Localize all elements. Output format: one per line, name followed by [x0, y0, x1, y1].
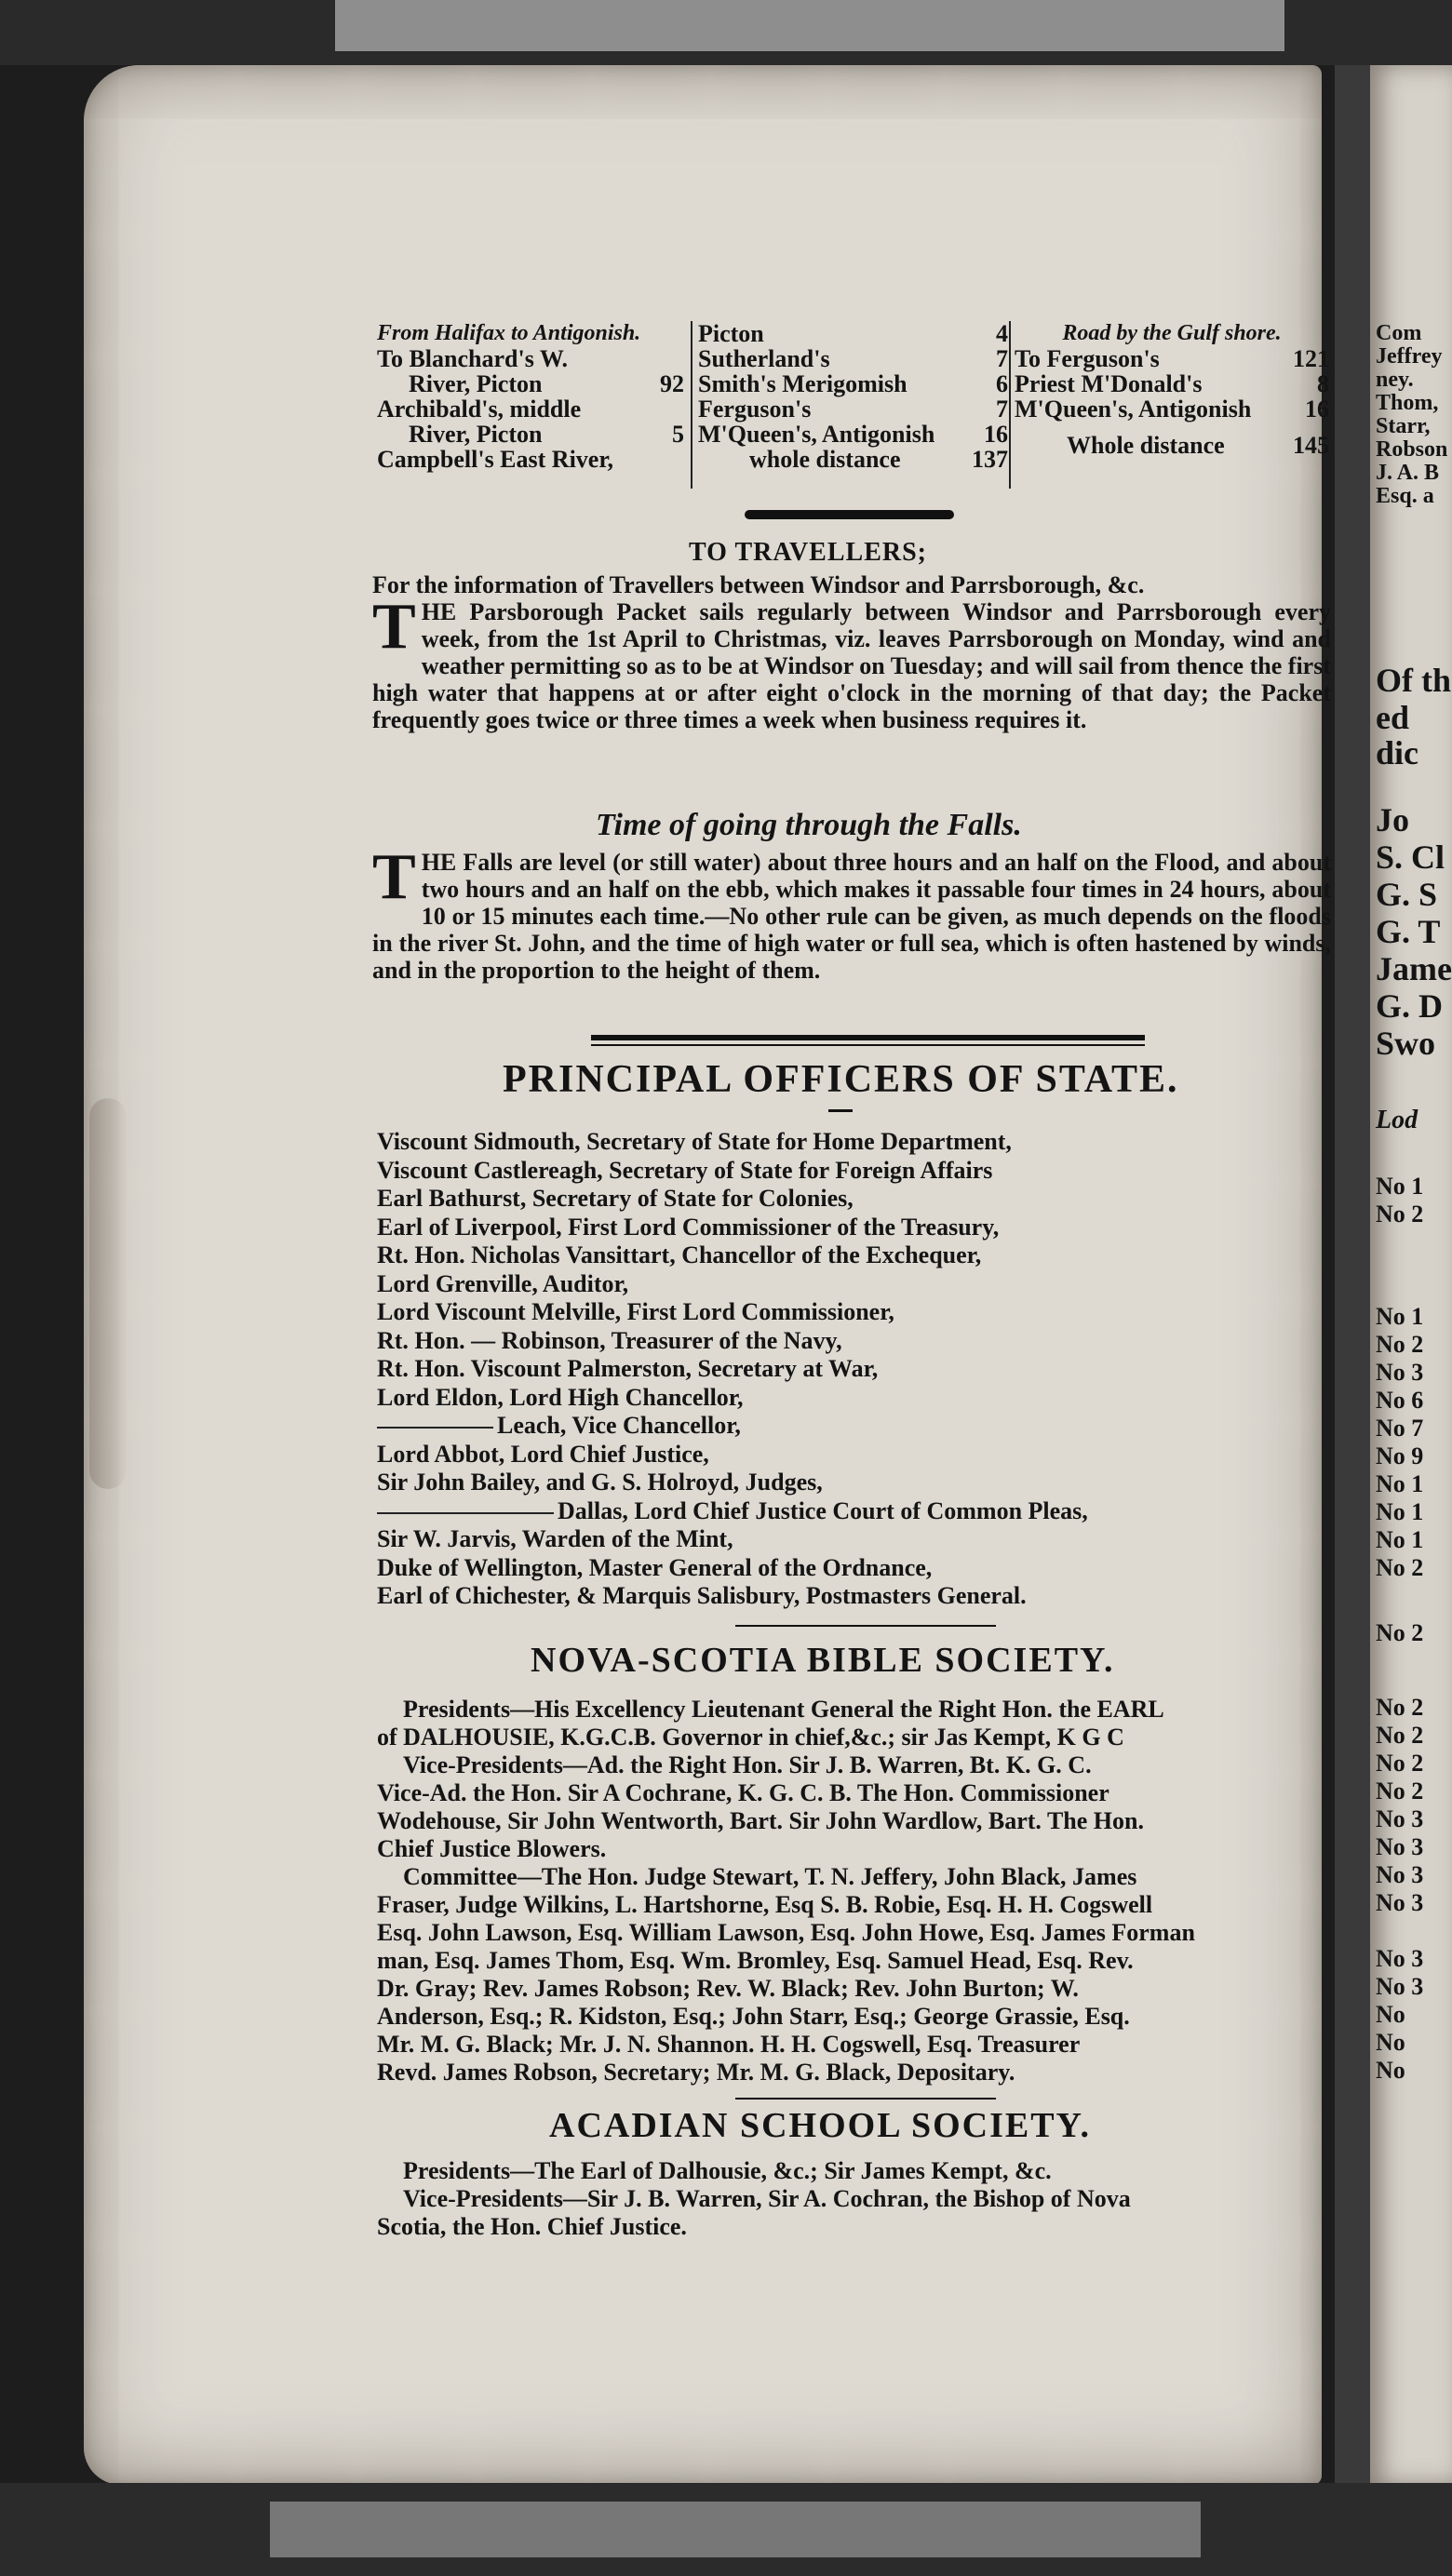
society-line: Revd. James Robson, Secretary; Mr. M. G. Black, Depositary.: [377, 2059, 1015, 2086]
society-line: Fraser, Judge Wilkins, L. Hartshorne, Esq S. B. Robie, Esq. H. H. Cogswell: [377, 1891, 1153, 1918]
facing-page-text: S. Cl: [1376, 839, 1445, 876]
facing-page-text: Of th: [1376, 662, 1451, 699]
officer-entry: [377, 1157, 1088, 1186]
facing-page-text: No 2: [1376, 1722, 1424, 1749]
route-stop: Whole distance: [1067, 432, 1225, 459]
facing-page-text: No 2: [1376, 1201, 1424, 1228]
page-gutter: [1335, 65, 1370, 2485]
falls-title: Time of going through the Falls.: [596, 808, 1022, 842]
facing-page-text: Thom,: [1376, 391, 1439, 415]
route-table-col2: [698, 321, 1008, 472]
route-stop: Smith's Merigomish: [698, 370, 908, 397]
falls-notice: [372, 841, 1331, 984]
officer-text: Earl of Liverpool, First Lord Commissioner of the Treasury,: [377, 1213, 1000, 1241]
officer-entry: [377, 1270, 1088, 1299]
facing-page-text: No 3: [1376, 1945, 1424, 1972]
facing-page-text: No: [1376, 2001, 1405, 2028]
officer-text: Rt. Hon. Viscount Palmerston, Secretary at War,: [377, 1355, 879, 1382]
route-row: [698, 422, 1008, 447]
route-stop: Picton: [698, 320, 764, 347]
officer-entry: [377, 1384, 1088, 1413]
society-line: Presidents—The Earl of Dalhousie, &c.; Sir James Kempt, &c.: [403, 2157, 1052, 2184]
bible-society-body: [377, 1696, 1345, 2086]
route-row: [377, 396, 684, 422]
route-row: [1015, 396, 1329, 422]
route-row: [698, 321, 1008, 346]
route-stop: Archibald's, middle: [377, 396, 582, 423]
route-row: [698, 346, 1008, 371]
route-distance: 121: [1293, 345, 1329, 372]
falls-body: HE Falls are level (or still water) about three hours and an half on the Flood, and about two hours and an half on the ebb, which makes it passable four times in 24 hours, about 10 or 15 minutes each time.—No other rule can be given, as much depends on the floods in the river St. John, and the time of high water or full sea, which is often hastened by winds, and in the proportion to the height of them.: [372, 849, 1331, 984]
officer-text: Lord Abbot, Lord Chief Justice,: [377, 1440, 709, 1468]
facing-page-text: Swo: [1376, 1025, 1436, 1062]
facing-page-text: No 9: [1376, 1442, 1424, 1469]
officer-text: Viscount Castlereagh, Secretary of State for Foreign Affairs: [377, 1156, 993, 1184]
route-row: [1015, 433, 1329, 458]
facing-page-text: Jame: [1376, 950, 1452, 987]
officer-entry: [377, 1554, 1088, 1583]
route-distance: 7: [996, 396, 1008, 423]
scan-border-top: [0, 0, 1452, 65]
society-line: Vice-Presidents—Ad. the Right Hon. Sir J. B. Warren, Bt. K. G. C.: [403, 1751, 1092, 1778]
route-stop: Ferguson's: [698, 396, 812, 423]
ditto-dash: [377, 1512, 554, 1514]
route-stop: River, Picton: [409, 421, 543, 448]
society-line: Dr. Gray; Rev. James Robson; Rev. W. Black; Rev. John Burton; W.: [377, 1975, 1079, 2002]
facing-page-text: No 3: [1376, 1833, 1424, 1860]
route-row: [1015, 346, 1329, 371]
officer-entry: [377, 1355, 1088, 1384]
society-line: of DALHOUSIE, K.G.C.B. Governor in chief,&c.; sir Jas Kempt, K G C: [377, 1724, 1124, 1751]
facing-page-text: No 2: [1376, 1778, 1424, 1805]
travellers-notice: [372, 571, 1331, 733]
route-table-col1: [377, 321, 684, 472]
route-stop: whole distance: [749, 446, 901, 473]
officer-text: Viscount Sidmouth, Secretary of State for Home Department,: [377, 1128, 1012, 1155]
officer-text: Sir W. Jarvis, Warden of the Mint,: [377, 1525, 733, 1552]
facing-page-text: Jo: [1376, 801, 1409, 839]
facing-page-text: No 1: [1376, 1303, 1424, 1330]
facing-page-text: No 2: [1376, 1554, 1424, 1581]
facing-page-text: No: [1376, 2029, 1405, 2056]
facing-page-text: No 3: [1376, 1359, 1424, 1386]
officer-text: Sir John Bailey, and G. S. Holroyd, Judges,: [377, 1469, 823, 1496]
facing-page-text: No 3: [1376, 1805, 1424, 1832]
facing-page-text: G. S: [1376, 876, 1438, 913]
drop-cap: T: [372, 591, 416, 663]
section-rule: [591, 1035, 1145, 1040]
officers-list: [377, 1128, 1088, 1611]
route-distance: 5: [672, 421, 684, 448]
society-line: Chief Justice Blowers.: [377, 1835, 607, 1862]
society-line: Mr. M. G. Black; Mr. J. N. Shannon. H. H. Cogswell, Esq. Treasurer: [377, 2031, 1081, 2058]
route-stop: To Ferguson's: [1015, 345, 1160, 372]
route-row: [377, 422, 684, 447]
officer-entry: [377, 1582, 1088, 1611]
society-line: Anderson, Esq.; R. Kidston, Esq.; John Starr, Esq.; George Grassie, Esq.: [377, 2003, 1130, 2030]
ornamental-rule: [745, 510, 954, 519]
column-divider: [691, 321, 692, 489]
route-row: [1015, 371, 1329, 396]
facing-page-text: No 2: [1376, 1750, 1424, 1777]
short-rule: [828, 1109, 853, 1112]
officer-text: Leach, Vice Chancellor,: [497, 1412, 741, 1439]
society-line: Committee—The Hon. Judge Stewart, T. N. Jeffery, John Black, James: [403, 1863, 1137, 1890]
route-heading: From Halifax to Antigonish.: [377, 321, 641, 345]
route-distance: 145: [1293, 432, 1329, 459]
facing-page-text: No 1: [1376, 1173, 1424, 1200]
route-stop: M'Queen's, Antigonish: [698, 421, 935, 448]
route-distance: 16: [1305, 396, 1329, 423]
route-table-col3: [1015, 321, 1329, 458]
facing-page-text: No 2: [1376, 1619, 1424, 1646]
route-stop: Sutherland's: [698, 345, 830, 372]
facing-page-text: G. D: [1376, 987, 1443, 1025]
section-rule-thin: [735, 2098, 996, 2100]
scan-strip: [335, 0, 1284, 51]
route-distance: 4: [996, 320, 1008, 347]
scan-border-bottom: [0, 2483, 1452, 2576]
officer-text: Lord Eldon, Lord High Chancellor,: [377, 1383, 744, 1411]
officer-entry: [377, 1441, 1088, 1469]
facing-page-text: Starr,: [1376, 414, 1431, 438]
officer-entry: [377, 1298, 1088, 1327]
officer-entry: [377, 1497, 1088, 1526]
section-rule-thin: [735, 1625, 996, 1627]
travellers-intro: For the information of Travellers between Windsor and Parrsborough, &c.: [372, 571, 1145, 598]
acadian-title: ACADIAN SCHOOL SOCIETY.: [549, 2106, 1092, 2145]
route-stop: Priest M'Donald's: [1015, 370, 1203, 397]
facing-page-text: ney.: [1376, 368, 1414, 392]
scan-strip: [270, 2502, 1201, 2557]
route-distance: 92: [660, 370, 684, 397]
facing-page-text: No 7: [1376, 1415, 1424, 1442]
facing-page-text: No 3: [1376, 1889, 1424, 1916]
officer-entry: [377, 1185, 1088, 1214]
officer-text: Rt. Hon. — Robinson, Treasurer of the Navy,: [377, 1326, 842, 1354]
facing-page-fragment: [1370, 65, 1452, 2485]
bible-society-title: NOVA-SCOTIA BIBLE SOCIETY.: [531, 1641, 1115, 1680]
society-line: Vice-Ad. the Hon. Sir A Cochrane, K. G. C. B. The Hon. Commissioner: [377, 1779, 1109, 1806]
facing-page-text: Com: [1376, 321, 1422, 345]
society-line: Vice-Presidents—Sir J. B. Warren, Sir A. Cochran, the Bishop of Nova: [403, 2185, 1131, 2212]
route-heading: Road by the Gulf shore.: [1062, 321, 1282, 345]
facing-page-text: G. T: [1376, 913, 1441, 950]
travellers-title: TO TRAVELLERS;: [689, 538, 927, 567]
officer-entry: [377, 1525, 1088, 1554]
ditto-dash: [377, 1427, 493, 1429]
facing-page-text: No 2: [1376, 1694, 1424, 1721]
facing-page-text: No 1: [1376, 1498, 1424, 1525]
facing-page-text: No 6: [1376, 1387, 1424, 1414]
route-row: [698, 396, 1008, 422]
route-stop: Campbell's East River,: [377, 446, 613, 473]
route-distance: 7: [996, 345, 1008, 372]
route-row: [698, 371, 1008, 396]
officer-entry: [377, 1241, 1088, 1270]
society-line: Scotia, the Hon. Chief Justice.: [377, 2213, 687, 2240]
facing-page-text: No 3: [1376, 1973, 1424, 2000]
officer-text: Duke of Wellington, Master General of the Ordnance,: [377, 1553, 933, 1581]
route-distance: 16: [984, 421, 1008, 448]
officer-entry: [377, 1412, 1088, 1441]
officer-text: Dallas, Lord Chief Justice Court of Common Pleas,: [558, 1496, 1088, 1524]
facing-page-text: dic: [1376, 734, 1419, 771]
facing-page-text: No 2: [1376, 1331, 1424, 1358]
facing-page-text: No 1: [1376, 1470, 1424, 1497]
society-line: Presidents—His Excellency Lieutenant General the Right Hon. the EARL: [403, 1696, 1164, 1723]
society-line: man, Esq. James Thom, Esq. Wm. Bromley, Esq. Samuel Head, Esq. Rev.: [377, 1947, 1134, 1974]
torn-edge: [89, 1098, 127, 1489]
facing-page-text: Esq. a: [1376, 484, 1434, 508]
officer-entry: [377, 1469, 1088, 1497]
society-line: Wodehouse, Sir John Wentworth, Bart. Sir John Wardlow, Bart. The Hon.: [377, 1807, 1144, 1834]
officer-text: Earl of Chichester, & Marquis Salisbury, Postmasters General.: [377, 1582, 1027, 1609]
route-row: [377, 371, 684, 396]
facing-page-text: Jeffrey: [1376, 344, 1443, 369]
route-row: [377, 447, 684, 472]
facing-page-text: Robson: [1376, 437, 1448, 462]
facing-page-text: Lod: [1376, 1106, 1418, 1134]
facing-page-text: No 3: [1376, 1861, 1424, 1888]
facing-page-text: J. A. B: [1376, 461, 1440, 485]
acadian-body: [377, 2157, 1345, 2241]
route-stop: River, Picton: [409, 370, 543, 397]
facing-page-text: No 1: [1376, 1526, 1424, 1553]
route-row: [377, 346, 684, 371]
officer-text: Lord Grenville, Auditor,: [377, 1269, 629, 1297]
officers-title: PRINCIPAL OFFICERS OF STATE.: [503, 1058, 1179, 1101]
route-row: [698, 447, 1008, 472]
society-line: Esq. John Lawson, Esq. William Lawson, Esq. John Howe, Esq. James Forman: [377, 1919, 1195, 1946]
officer-text: Lord Viscount Melville, First Lord Commissioner,: [377, 1298, 894, 1325]
travellers-body: HE Parsborough Packet sails regularly between Windsor and Parrsborough every week, from the 1st April to Christmas, viz. leaves Parrsborough on Monday, wind and weather permitting so as to be at Windsor on Tuesday; and will sail from thence the first high water that happens at or after eight o'clock in the morning of that day; the Packet frequently goes twice or three times a week when business requires it.: [372, 598, 1331, 733]
column-divider: [1009, 321, 1011, 489]
officer-entry: [377, 1128, 1088, 1157]
route-distance: 8: [1317, 370, 1329, 397]
route-stop: M'Queen's, Antigonish: [1015, 396, 1252, 423]
route-stop: To Blanchard's W.: [377, 345, 568, 372]
facing-page-text: ed: [1376, 699, 1409, 736]
route-distance: 137: [972, 446, 1008, 473]
route-distance: 6: [996, 370, 1008, 397]
officer-entry: [377, 1214, 1088, 1242]
officer-entry: [377, 1327, 1088, 1356]
drop-cap: T: [372, 841, 416, 913]
facing-page-text: No: [1376, 2057, 1405, 2084]
section-rule-thin: [591, 1044, 1145, 1046]
officer-text: Earl Bathurst, Secretary of State for Colonies,: [377, 1185, 854, 1212]
officer-text: Rt. Hon. Nicholas Vansittart, Chancellor of the Exchequer,: [377, 1241, 982, 1268]
